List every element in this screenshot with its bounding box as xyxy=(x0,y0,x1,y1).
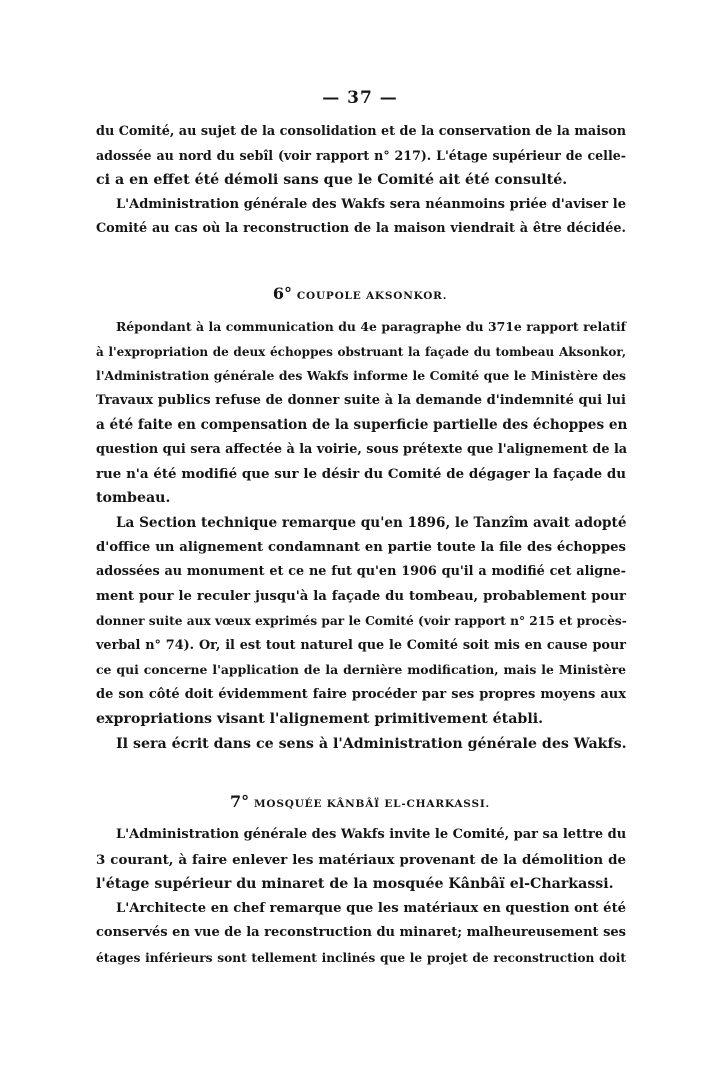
text-line: verbal n° 74). Or, il est tout naturel que le Comité soit mis en cause pour xyxy=(96,638,626,653)
text-line: à l'expropriation de deux échoppes obstruant la façade du tombeau Aksonkor, xyxy=(96,345,626,359)
text-line: ment pour le reculer jusqu'à la façade du tombeau, probablement pour xyxy=(96,589,626,604)
text-line: ce qui concerne l'application de la dernière modification, mais le Ministère xyxy=(96,662,626,677)
section-heading-7 xyxy=(0,792,720,814)
text-line: rue n'a été modifié que sur le désir du Comité de dégager la façade du xyxy=(96,466,626,482)
text-line: a été faite en compensation de la superficie partielle des échoppes en xyxy=(96,417,628,433)
text-line: d'office un alignement condamnant en partie toute la file des échoppes xyxy=(96,540,626,555)
text-line: L'Administration générale des Wakfs invite le Comité, par sa lettre du xyxy=(116,827,627,842)
section-number: 7° xyxy=(229,792,250,811)
text-line: du Comité, au sujet de la consolidation et de la conservation de la maison xyxy=(96,124,627,139)
page-number: — 37 — xyxy=(322,88,398,108)
text-line: tombeau. xyxy=(96,490,171,506)
section-number: 6° xyxy=(272,284,292,303)
section-title: COUPOLE AKSONKOR. xyxy=(296,290,448,302)
text-line: adossée au nord du sebîl (voir rapport n° 217). L'étage supérieur de celle- xyxy=(96,148,626,163)
text-line: adossées au monument et ce ne fut qu'en 1906 qu'il a modifié cet aligne- xyxy=(96,564,626,579)
text-line: ci a en effet été démoli sans que le Comité ait été consulté. xyxy=(96,172,568,188)
text-line: 3 courant, à faire enlever les matériaux provenant de la démolition de xyxy=(96,852,626,868)
text-line: Répondant à la communication du 4e paragraphe du 371e rapport relatif xyxy=(116,319,626,334)
text-line: donner suite aux vœux exprimés par le Comité (voir rapport n° 215 et procès- xyxy=(96,614,627,628)
text-line: question qui sera affectée à la voirie, sous prétexte que l'alignement de la xyxy=(96,442,628,457)
text-line: L'Architecte en chef remarque que les matériaux en question ont été xyxy=(116,901,627,916)
text-line: La Section technique remarque qu'en 1896, le Tanzîm avait adopté xyxy=(116,515,627,531)
text-line: de son côté doit évidemment faire procéder par ses propres moyens aux xyxy=(96,687,626,702)
section-title: MOSQUÉE KÂNBÂÏ EL-CHARKASSI. xyxy=(254,798,490,810)
text-line: étages inférieurs sont tellement inclinés que le projet de reconstruction doit xyxy=(96,951,626,965)
text-line: Comité au cas où la reconstruction de la maison viendrait à être décidée. xyxy=(96,221,626,236)
text-line: Travaux publics refuse de donner suite à la demande d'indemnité qui lui xyxy=(96,393,626,408)
text-line: Il sera écrit dans ce sens à l'Administration générale des Wakfs. xyxy=(116,736,627,752)
text-line: L'Administration générale des Wakfs sera néanmoins priée d'aviser le xyxy=(116,197,626,212)
text-line: l'Administration générale des Wakfs informe le Comité que le Ministère des xyxy=(96,368,626,383)
text-line: expropriations visant l'alignement primitivement établi. xyxy=(96,711,544,727)
section-heading-6 xyxy=(0,284,720,306)
text-line: conservés en vue de la reconstruction du minaret; malheureusement ses xyxy=(96,925,626,940)
text-line: l'étage supérieur du minaret de la mosquée Kânbâï el-Charkassi. xyxy=(96,876,614,892)
